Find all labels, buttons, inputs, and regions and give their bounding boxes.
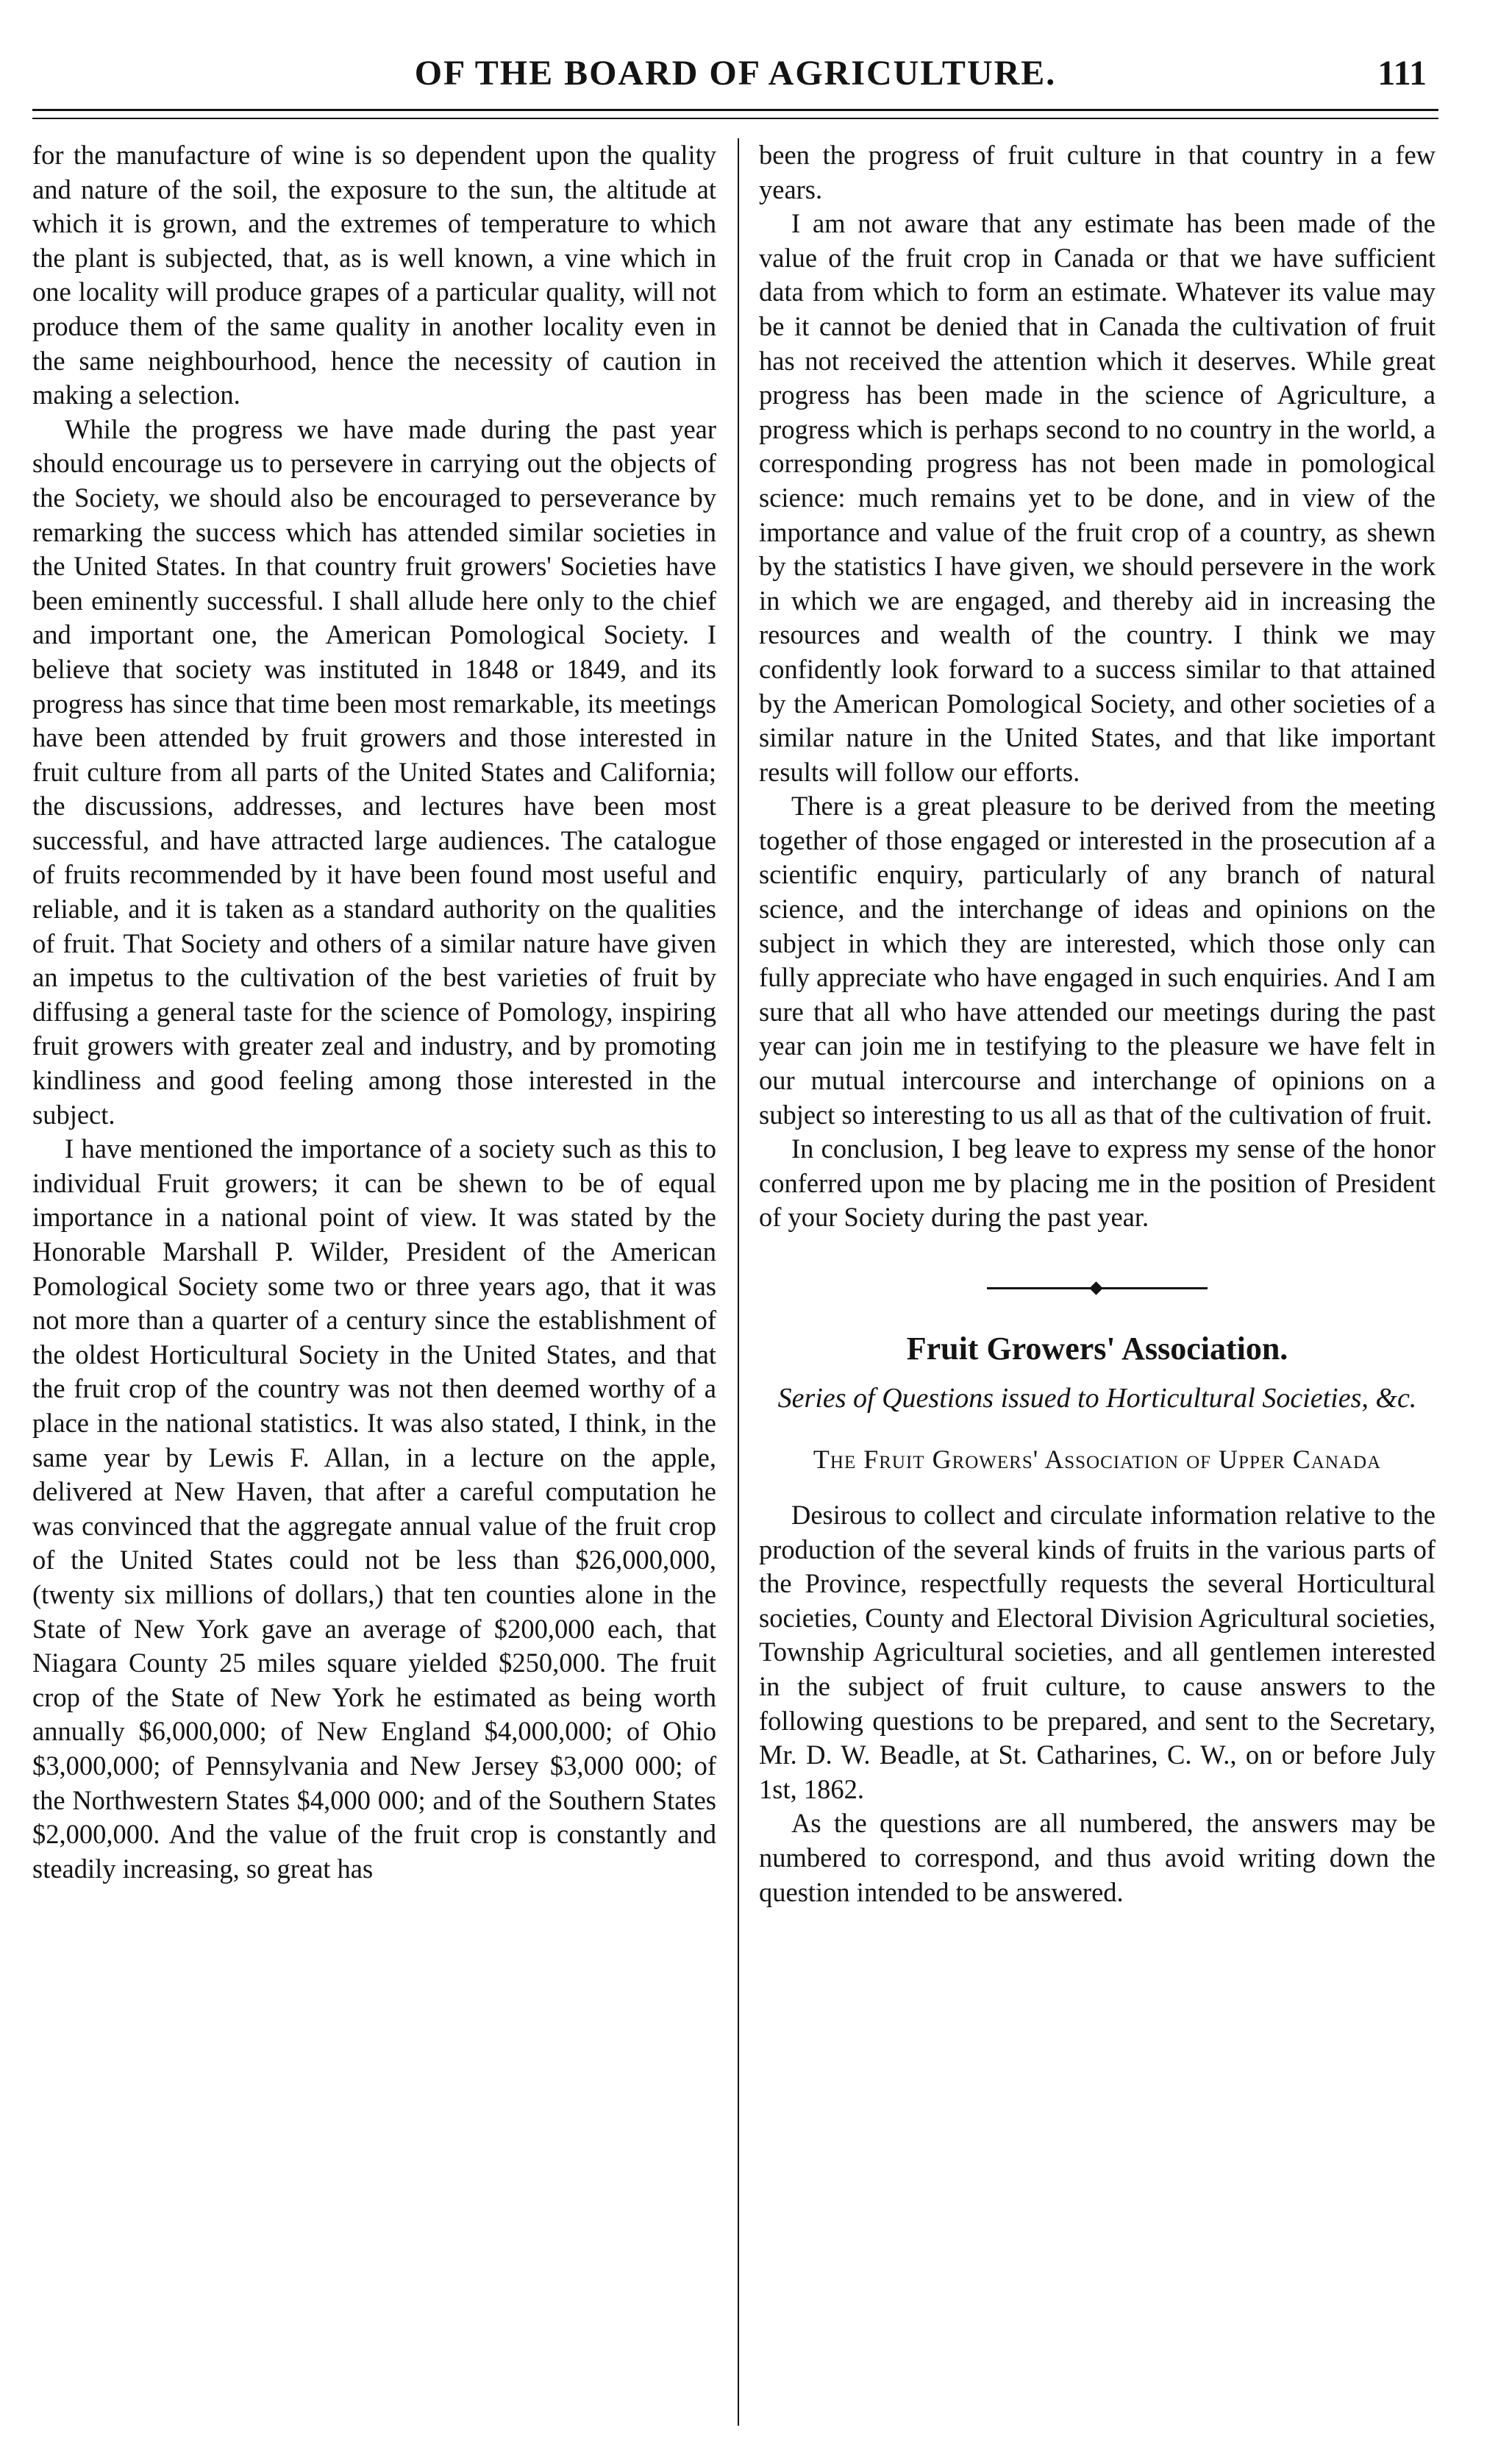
paragraph: There is a great pleasure to be derived from the meeting together of those engaged or interested in the prosecution af a scientific enquiry, particularly of any branch of natural science, and the interchange of ideas and opinions on the subject in which they are interested, which those only can fully appreciate who have engaged in such enquiries. And I am sure that all who have attended our meetings during the past year can join me in testifying to the pleasure we have felt in our mutual intercourse and interchange of opinions on a subject so interesting to us all as that of the cultivation of fruit. [759,791,1436,1130]
section-title: Fruit Growers' Association. [906,1331,1288,1367]
paragraph: I am not aware that any estimate has been made of the value of the fruit crop in Canada or that we have sufficient data from which to form an estimate. Whatever its value may be it cannot be denied that in Canada the cultivation of fruit has not received the attention which it deserves. While great progress has been made in the science of Agriculture, a progress which is perhaps second to no country in the world, a corresponding progress has not been made in pomological science: much remains yet to be done, and in view of the importance and value of the fruit crop of a country, as shewn by the statistics I have given, we should persevere in the work in which we are engaged, and thereby aid in increasing the resources and wealth of the country. I think we may confidently look forward to a success similar to that attained by the American Pomological Society, and other societies of a similar nature in the United States, and that like important results will follow our efforts. [759,208,1436,787]
paragraph: for the manufacture of wine is so dependent upon the quality and nature of the soil, the exposure to the sun, the altitude at which it is grown, and the extremes of temperature to which the plant is subjected, that, as is well known, a vine which in one locality will produce grapes of a particular quality, will not produce them of the same quality in another locality even in the same neighbourhood, hence the necessity of caution in making a selection. [32,140,716,410]
right-column [759,138,1436,2433]
column-divider [738,138,739,2426]
page-header [29,43,1441,116]
ornament-diamond-icon [1089,1281,1102,1295]
association-heading: The Fruit Growers' Association of Upper Canada [813,1445,1382,1474]
paragraph: I have mentioned the importance of a society such as this to individual Fruit growers; it can be shewn to be of equal importance in a national point of view. It was stated by the Honorable Marshall P. Wilder, President of the American Pomological Society some two or three years ago, that it was not more than a quarter of a century since the establishment of the oldest Horticultural Society in the United States, and that the fruit crop of the country was not then deemed worthy of a place in the national statistics. It was also stated, I think, in the same year by Lewis F. Allan, in a lecture on the apple, delivered at New Haven, that after a careful computation he was convinced that the aggregate annual value of the fruit crop of the United States could not be less than $26,000,000, (twenty six millions of dollars,) that ten counties alone in the State of New York gave an average of $200,000 each, that Niagara County 25 miles square yielded $250,000. The fruit crop of the State of New York he estimated as being worth annually $6,000,000; of New England $4,000,000; of Ohio $3,000,000; of Pennsylvania and New Jersey $3,000 000; of the Northwestern States $4,000 000; and of the Southern States $2,000,000. And the value of the fruit crop is constantly and steadily increasing, so great has [32,1133,716,1884]
paragraph: Desirous to collect and circulate information relative to the production of the several kinds of fruits in the various parts of the Province, respectfully requests the several Horticultural societies, County and Electoral Division Agricultural societies, Township Agricultural societies, and all gentlemen interested in the subject of fruit culture, to cause answers to the following questions to be prepared, and sent to the Secretary, Mr. D. W. Beadle, at St. Catharines, C. W., on or before July 1st, 1862. [759,1500,1436,1804]
paragraph: While the progress we have made during the past year should encourage us to persevere in carrying out the objects of the Society, we should also be encouraged to perseverance by remarking the success which has attended similar societies in the United States. In that country fruit growers' Societies have been eminently successful. I shall allude here only to the chief and important one, the American Pomological Society. I believe that society was instituted in 1848 or 1849, and its progress has since that time been most remarkable, its meetings have been attended by fruit growers and those interested in fruit culture from all parts of the United States and California; the discussions, addresses, and lectures have been most successful, and have attracted large audiences. The catalogue of fruits recommended by it have been found most useful and reliable, and it is taken as a standard authority on the qualities of fruit. That Society and others of a similar nature have given an impetus to the cultivation of the best varieties of fruit by diffusing a general taste for the science of Pomology, inspiring fruit growers with greater zeal and industry, and by promoting kindliness and good feeling among those interested in the subject. [32,413,716,1130]
paragraph: In conclusion, I beg leave to express my sense of the honor conferred upon me by placing me in the position of President of your Society during the past year. [759,1133,1436,1233]
left-column [32,138,716,2433]
paragraph: been the progress of fruit culture in that country in a few years. [759,140,1436,204]
running-head: OF THE BOARD OF AGRICULTURE. [414,54,1057,93]
section-subtitle: Series of Questions issued to Horticultural Societies, &c. [777,1383,1417,1414]
page-number: 111 [1377,54,1427,93]
ornamental-divider [987,1281,1208,1295]
header-double-rule [32,109,1438,119]
paragraph: As the questions are all numbered, the answers may be numbered to correspond, and thus avoid writing down the question intended to be answered. [759,1808,1436,1907]
